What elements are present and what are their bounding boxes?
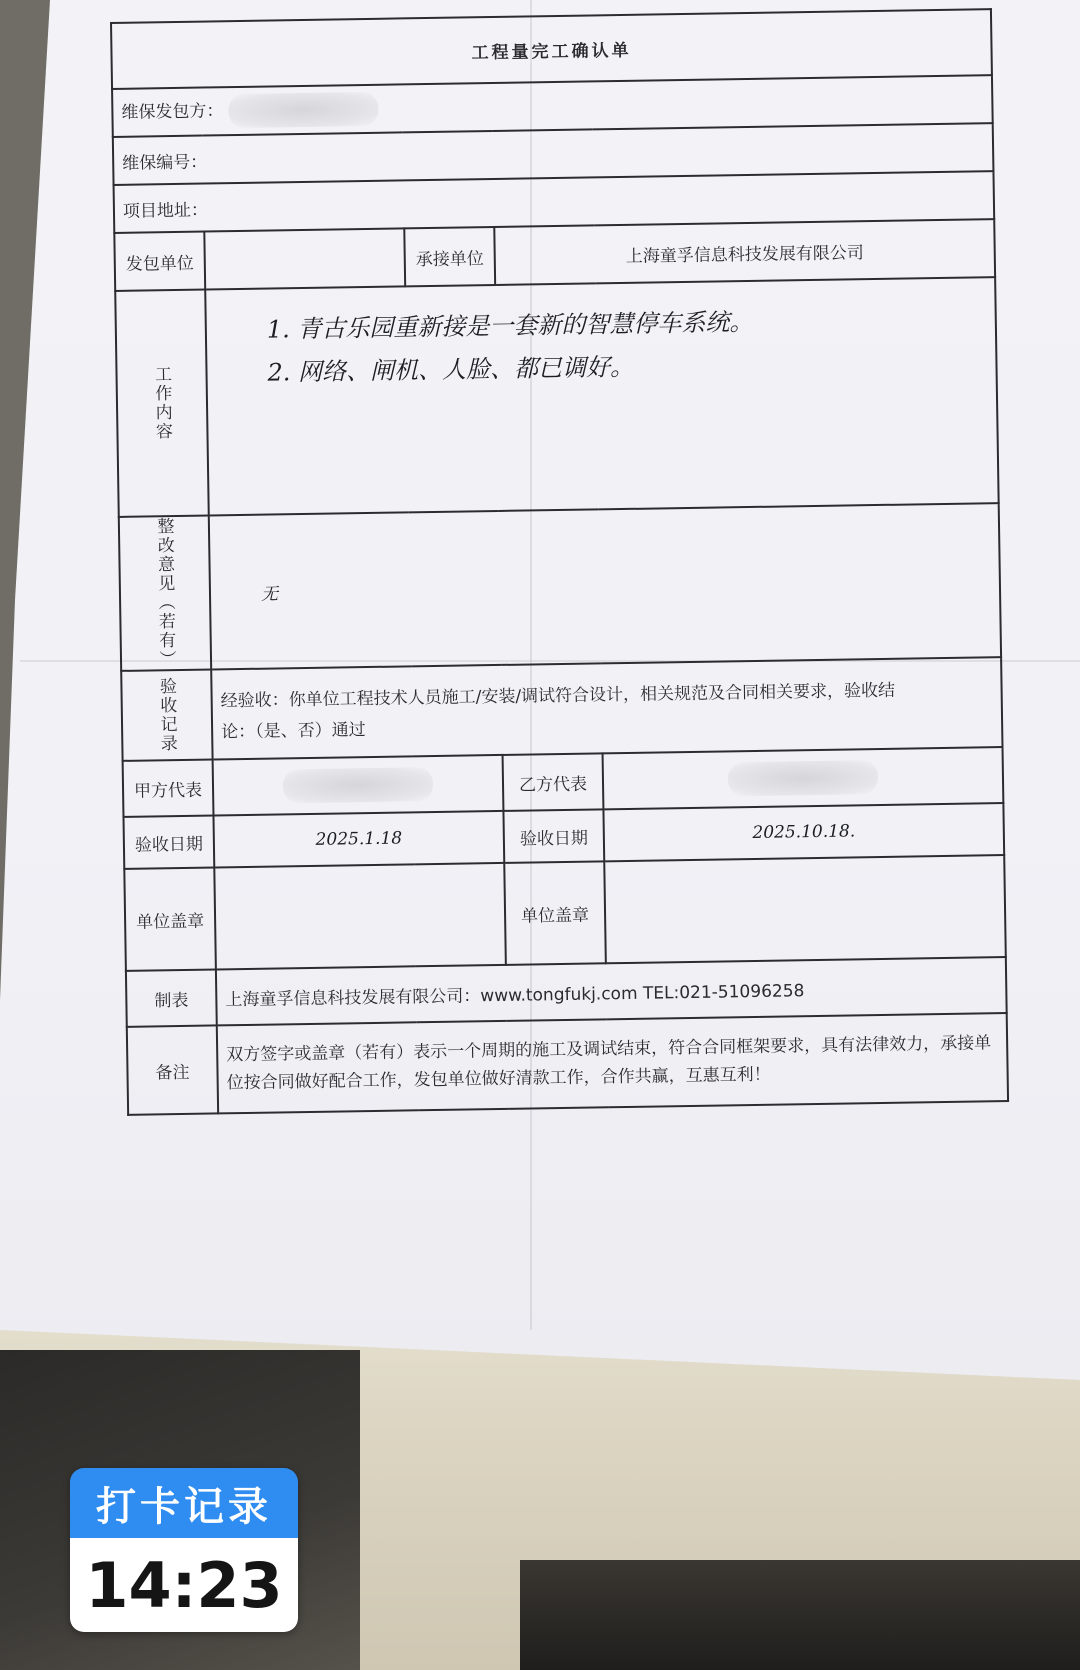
table-shadow-right xyxy=(520,1560,1080,1670)
party-a-date: 2025.1.18 xyxy=(213,811,504,868)
rectification-label-cell xyxy=(119,516,211,671)
party-a-seal-area xyxy=(214,863,506,970)
check-in-time: 14:23 xyxy=(70,1538,298,1632)
party-b-signature xyxy=(603,747,1004,809)
work-content-label: 工作内容 xyxy=(150,365,173,442)
issuer-value xyxy=(204,228,405,289)
acceptance-text-line-2: 论：（是、否）通过 xyxy=(221,720,366,743)
party-b-date-label: 验收日期 xyxy=(503,809,604,863)
maker-value: 上海童孚信息科技发展有限公司：www.tongfukj.com TEL:021-51096258 xyxy=(216,957,1007,1025)
project-address-label: 项目地址： xyxy=(114,171,995,233)
work-content-label-cell xyxy=(115,290,209,517)
maintenance-no-label: 维保编号： xyxy=(113,123,994,185)
acceptance-label-cell xyxy=(121,669,212,760)
contractor-value: 上海童孚信息科技发展有限公司 xyxy=(494,219,995,285)
check-in-badge xyxy=(70,1468,298,1632)
party-b-label: 乙方代表 xyxy=(503,753,604,811)
form-table xyxy=(110,8,1009,1116)
party-a-label: 甲方代表 xyxy=(123,759,214,816)
work-content-cell xyxy=(205,277,998,515)
work-content-line-1: 1. 青古乐园重新接是一套新的智慧停车系统。 xyxy=(266,307,754,344)
rectification-value: 无 xyxy=(209,503,1001,669)
completion-confirmation-form xyxy=(110,8,1007,1116)
maker-label: 制表 xyxy=(126,969,217,1026)
party-a-seal-label: 单位盖章 xyxy=(124,867,216,970)
check-in-label: 打卡记录 xyxy=(70,1468,298,1538)
maintenance-contractor-label: 维保发包方： xyxy=(121,101,224,123)
issuer-label: 发包单位 xyxy=(114,232,205,291)
redacted-party-b-signature xyxy=(728,760,879,796)
remark-label: 备注 xyxy=(127,1025,218,1114)
acceptance-text-line-1: 经验收：你单位工程技术人员施工/安装/调试符合设计，相关规范及合同相关要求，验收结 xyxy=(220,680,896,712)
form-title: 工程量完工确认单 xyxy=(111,9,992,89)
party-b-date: 2025.10.18. xyxy=(603,803,1004,861)
acceptance-label: 验收记录 xyxy=(155,677,177,754)
redacted-contractor-name xyxy=(229,92,380,128)
party-b-seal-area xyxy=(604,855,1006,963)
party-b-seal-label: 单位盖章 xyxy=(504,861,606,965)
acceptance-cell xyxy=(211,657,1002,759)
contractor-label: 承接单位 xyxy=(404,227,495,286)
rectification-label: 整改意见（若有） xyxy=(153,517,176,670)
redacted-party-a-signature xyxy=(283,767,434,803)
party-a-signature xyxy=(213,755,504,816)
work-content-line-2: 2. 网络、闸机、人脸、都已调好。 xyxy=(267,352,635,387)
remark-value: 双方签字或盖章（若有）表示一个周期的施工及调试结束，符合合同框架要求，具有法律效力，承接单位按合同做好配合工作，发包单位做好清款工作，合作共赢，互惠互利！ xyxy=(217,1013,1008,1113)
party-a-date-label: 验收日期 xyxy=(123,815,214,868)
